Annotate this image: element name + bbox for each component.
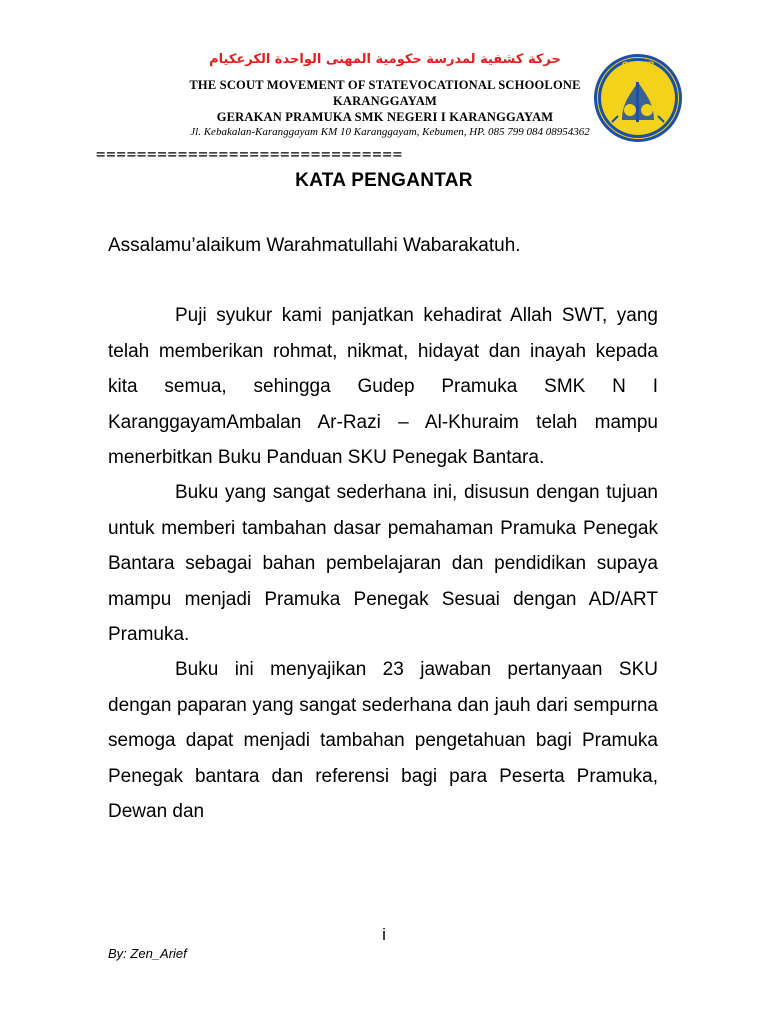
separator-line: ============================== [96,146,403,162]
arabic-heading: حركة كشفية لمدرسة حكومية المهنى الواحدة الكرعكيام [209,52,561,67]
logo-label: GUDEP [621,60,655,70]
paragraph: Buku yang sangat sederhana ini, disusun dengan tujuan untuk memberi tambahan dasar pemahaman Pramuka Penegak Bantara sebagai bahan pembelajaran dan pendidikan supaya mampu menjadi Pramuka Penegak Sesuai dengan AD/ART Pramuka. [108,482,658,646]
paragraph: Buku ini menyajikan 23 jawaban pertanyaan SKU dengan paparan yang sangat sederhana dan jauh dari sempurna semoga dapat menjadi tambahan pengetahuan bagi Pramuka Penegak bantara dan referensi bagi para Peserta Pramuka, Dewan dan [108,659,658,823]
heading-english: THE SCOUT MOVEMENT OF STATEVOCATIONAL SCHOOLONE [189,78,581,92]
page-title: KATA PENGANTAR [295,170,473,191]
gudep-logo [592,52,684,144]
address-line: Jl. Kebakalan-Karanggayam KM 10 Karanggayam, Kebumen, HP. 085 799 084 08954362 [190,126,590,138]
heading-town: KARANGGAYAM [332,94,438,108]
letterhead [0,0,768,160]
page-number: i [382,925,386,944]
paragraph: Puji syukur kami panjatkan kehadirat Allah SWT, yang telah memberikan rohmat, nikmat, hidayat dan inayah kepada kita semua, sehingga Gudep Pramuka SMK N I KaranggayamAmbalan Ar-Razi – Al-Khuraim telah mampu menerbitkan Buku Panduan SKU Penegak Bantara. [108,305,658,469]
document-body [108,228,658,830]
heading-indonesian: GERAKAN PRAMUKA SMK NEGERI I KARANGGAYAM [216,110,554,124]
greeting: Assalamu’alaikum Warahmatullahi Wabarakatuh. [108,235,521,256]
footer-author: By: Zen_Arief [108,946,187,961]
